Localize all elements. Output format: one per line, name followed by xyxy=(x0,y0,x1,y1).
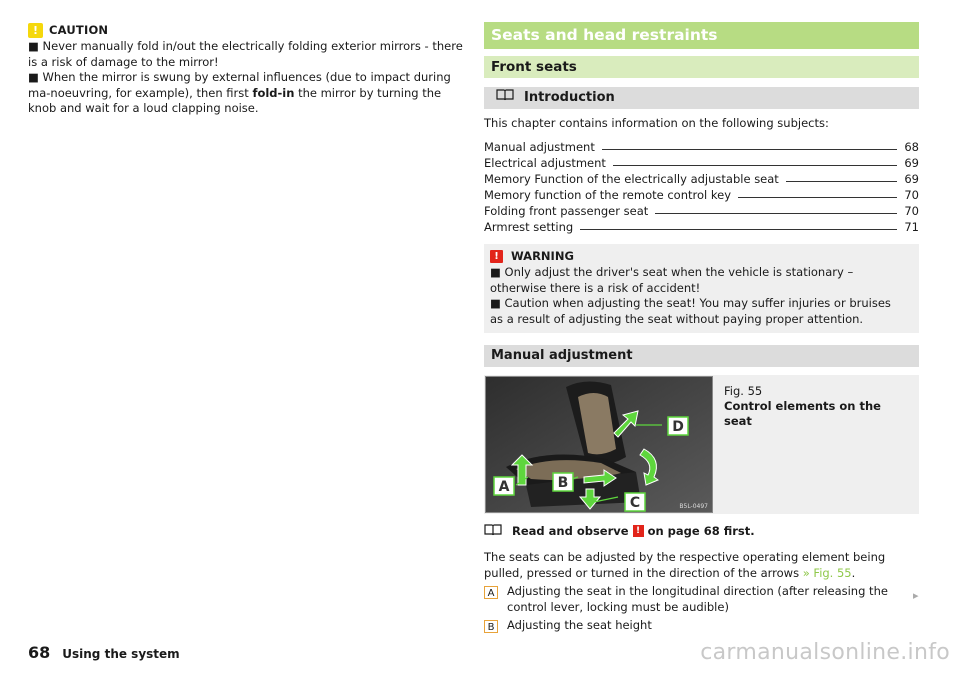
item-text: Adjusting the seat in the longitudinal direction (after releasing the control lever, locking must be audible) xyxy=(507,584,888,614)
toc-leader xyxy=(655,213,897,214)
toc-label: Memory Function of the electrically adjustable seat xyxy=(484,172,779,186)
right-column xyxy=(484,22,919,634)
caution-icon: ! xyxy=(28,23,43,38)
section-subtitle: Front seats xyxy=(484,56,919,78)
adjustment-item xyxy=(484,618,919,634)
book-icon xyxy=(484,523,502,539)
warning-line-1: ■ Only adjust the driver's seat when the vehicle is stationary – otherwise there is a risk of accident! xyxy=(490,265,854,295)
manual-adjustment-heading: Manual adjustment xyxy=(484,345,919,367)
seat-illustration-svg xyxy=(486,377,712,512)
left-column xyxy=(28,22,464,117)
warning-line-2: ■ Caution when adjusting the seat! You may suffer injuries or bruises as a result of adjusting the seat without paying proper attention. xyxy=(490,296,891,326)
figure-label-text: D xyxy=(672,419,684,435)
warning-icon: ! xyxy=(490,250,503,263)
toc-leader xyxy=(580,229,897,230)
read-and-observe xyxy=(484,523,919,539)
figure-code: B5L-0497 xyxy=(679,503,708,510)
adjustment-item xyxy=(484,584,919,615)
figure-55 xyxy=(484,375,919,514)
toc-row[interactable] xyxy=(484,170,919,186)
toc-row[interactable] xyxy=(484,218,919,234)
warning-ref-icon[interactable]: ! xyxy=(633,525,644,537)
toc-row[interactable] xyxy=(484,154,919,170)
body-post: . xyxy=(851,565,856,580)
warning-box xyxy=(484,244,919,333)
page-footer xyxy=(28,643,180,662)
figure-title: Control elements on the seat xyxy=(724,399,881,428)
manual-body-text xyxy=(484,550,919,581)
toc-page: 69 xyxy=(904,156,919,170)
body-pre: The seats can be adjusted by the respective operating element being pulled, pressed or turned in the direction of the arrows xyxy=(484,550,886,580)
warning-label: WARNING xyxy=(511,249,574,263)
seat-illustration xyxy=(485,376,713,513)
item-text: Adjusting the seat height xyxy=(507,618,652,632)
toc-label: Electrical adjustment xyxy=(484,156,606,170)
toc-label: Memory function of the remote control key xyxy=(484,188,732,202)
adjustment-list xyxy=(484,584,919,634)
figure-link[interactable]: » Fig. 55 xyxy=(802,565,852,580)
toc-leader xyxy=(602,149,898,150)
table-of-contents xyxy=(484,138,919,234)
figure-caption xyxy=(714,375,919,514)
toc-page: 69 xyxy=(904,172,919,186)
toc-row[interactable] xyxy=(484,202,919,218)
caution-body xyxy=(28,39,464,117)
figure-number: Fig. 55 xyxy=(724,384,763,398)
warning-body xyxy=(490,265,907,327)
caution-line-2 xyxy=(28,70,464,117)
toc-page: 70 xyxy=(904,188,919,202)
toc-page: 70 xyxy=(904,204,919,218)
page-number: 68 xyxy=(28,643,51,662)
section-title: Seats and head restraints xyxy=(484,22,919,49)
toc-label: Folding front passenger seat xyxy=(484,204,649,218)
caution-header xyxy=(28,22,464,38)
figure-label-text: B xyxy=(557,475,569,491)
introduction-heading xyxy=(484,87,919,109)
caution-line-2-bold: fold-in xyxy=(252,85,295,100)
continue-arrow-icon: ▸ xyxy=(913,589,919,602)
toc-page: 71 xyxy=(904,220,919,234)
footer-label: Using the system xyxy=(62,647,180,661)
figure-label-text: C xyxy=(629,495,641,511)
toc-row[interactable] xyxy=(484,138,919,154)
toc-leader xyxy=(738,197,897,198)
caution-label: CAUTION xyxy=(49,23,109,37)
toc-leader xyxy=(786,181,898,182)
toc-leader xyxy=(613,165,897,166)
read-pre: Read and observe xyxy=(512,524,629,538)
caution-line-2-pre: ■ When the mirror is swung by external influences (due to impact during ma-noeuvring, for example), then first xyxy=(28,70,451,100)
book-icon xyxy=(496,87,514,109)
warning-header xyxy=(490,248,907,264)
introduction-heading-label: Introduction xyxy=(524,90,615,105)
watermark: carmanualsonline.info xyxy=(700,640,950,665)
toc-page: 68 xyxy=(904,140,919,154)
intro-text: This chapter contains information on the following subjects: xyxy=(484,116,829,130)
toc-label: Manual adjustment xyxy=(484,140,595,154)
toc-row[interactable] xyxy=(484,186,919,202)
caution-line-1: ■ Never manually fold in/out the electrically folding exterior mirrors - there is a risk of damage to the mirror! xyxy=(28,39,463,69)
toc-label: Armrest setting xyxy=(484,220,574,234)
item-badge: A xyxy=(484,586,498,599)
read-post: on page 68 first. xyxy=(647,524,755,538)
caution-line-2-post: the mirror by turning the knob and wait for a loud clapping noise. xyxy=(28,85,442,115)
item-badge: B xyxy=(484,620,498,633)
figure-label-text: A xyxy=(498,479,510,495)
